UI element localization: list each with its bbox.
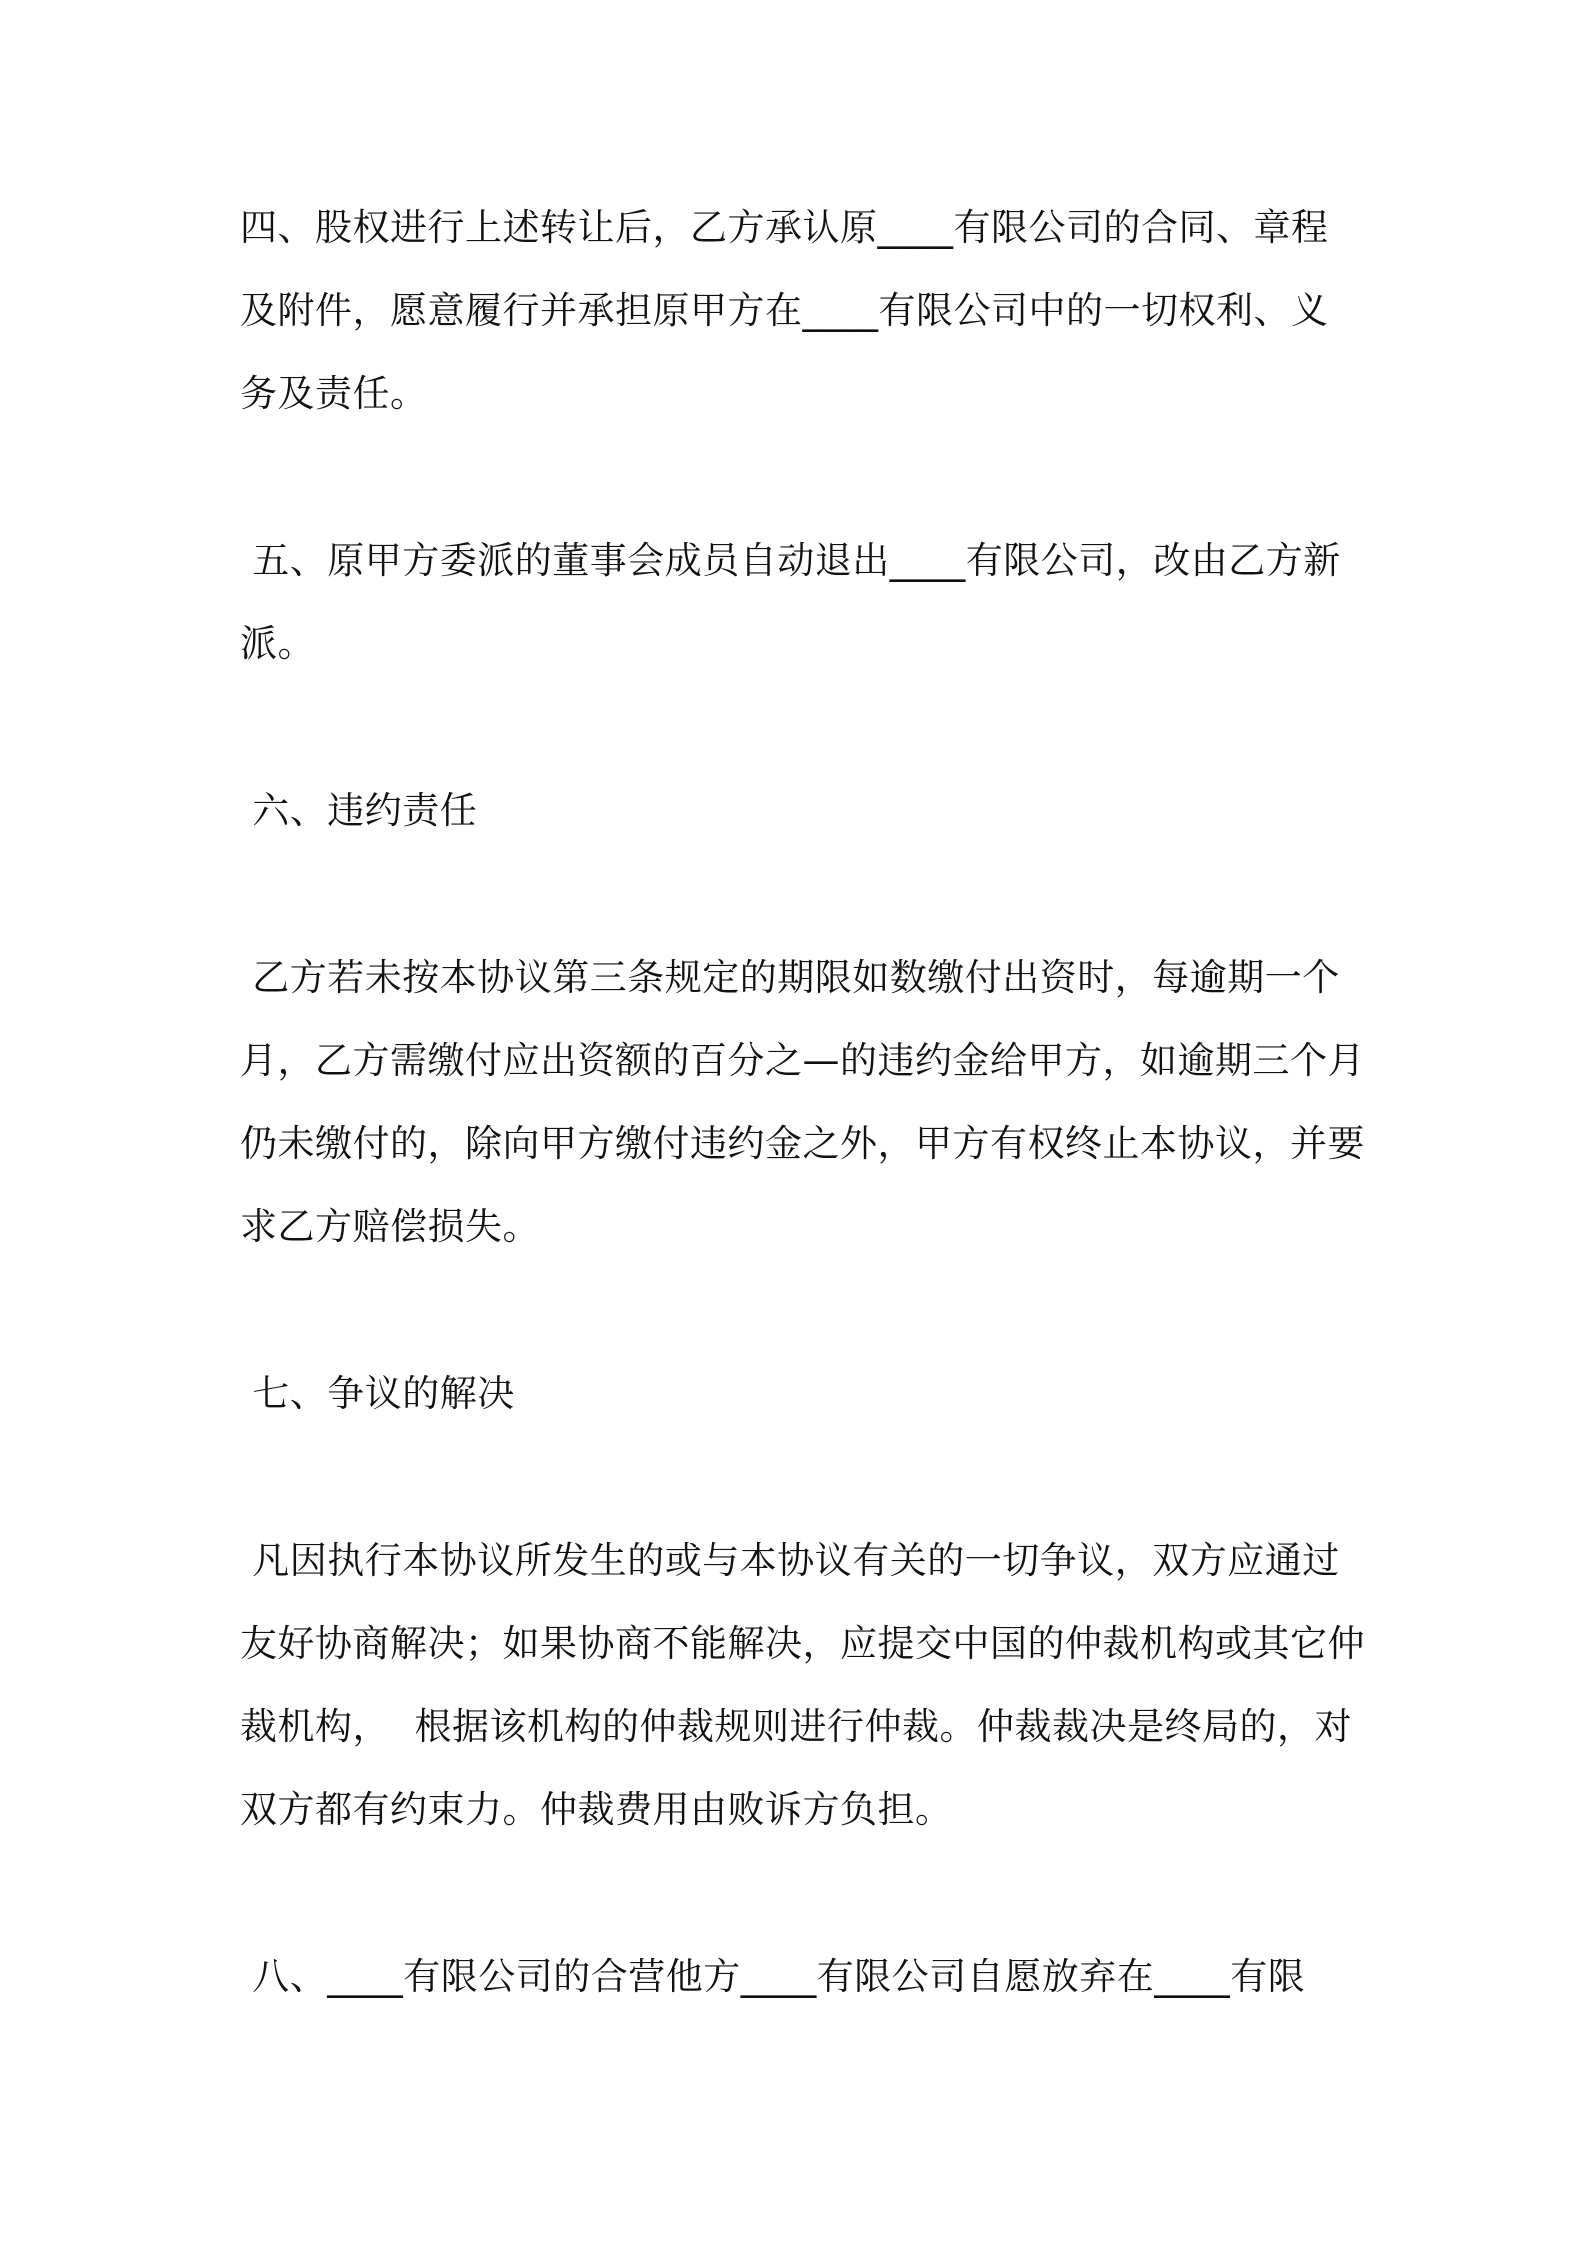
clause-4-line-1: 四、股权进行上述转让后，乙方承认原____有限公司的合同、章程 xyxy=(240,206,1329,249)
clause-7-body-line-4: 双方都有约束力。仲裁费用由败诉方负担。 xyxy=(240,1788,953,1831)
clause-6-body-line-3: 仍未缴付的，除向甲方缴付违约金之外，甲方有权终止本协议，并要 xyxy=(240,1122,1365,1165)
clause-5-line-2: 派。 xyxy=(240,622,315,665)
clause-6-body-line-1: 乙方若未按本协议第三条规定的期限如数缴付出资时，每逾期一个 xyxy=(240,956,1340,999)
clause-4-line-2: 及附件，愿意履行并承担原甲方在____有限公司中的一切权利、义 xyxy=(240,289,1329,332)
clause-6-heading: 六、违约责任 xyxy=(240,789,478,832)
clause-7-body-line-2: 友好协商解决；如果协商不能解决，应提交中国的仲裁机构或其它仲 xyxy=(240,1622,1365,1665)
clause-6-body-line-4: 求乙方赔偿损失。 xyxy=(240,1205,540,1248)
clause-5-line-1: 五、原甲方委派的董事会成员自动退出____有限公司，改由乙方新 xyxy=(240,539,1341,582)
clause-6-body-line-2: 月，乙方需缴付应出资额的百分之—的违约金给甲方，如逾期三个月 xyxy=(240,1039,1365,1082)
clause-4-line-3: 务及责任。 xyxy=(240,372,428,415)
clause-7-body-line-1: 凡因执行本协议所发生的或与本协议有关的一切争议，双方应通过 xyxy=(240,1539,1340,1582)
clause-7-body-line-3: 裁机构， 根据该机构的仲裁规则进行仲裁。仲裁裁决是终局的，对 xyxy=(240,1705,1353,1748)
clause-7-heading: 七、争议的解决 xyxy=(240,1372,515,1415)
clause-8-line-1: 八、____有限公司的合营他方____有限公司自愿放弃在____有限 xyxy=(240,1955,1306,1998)
